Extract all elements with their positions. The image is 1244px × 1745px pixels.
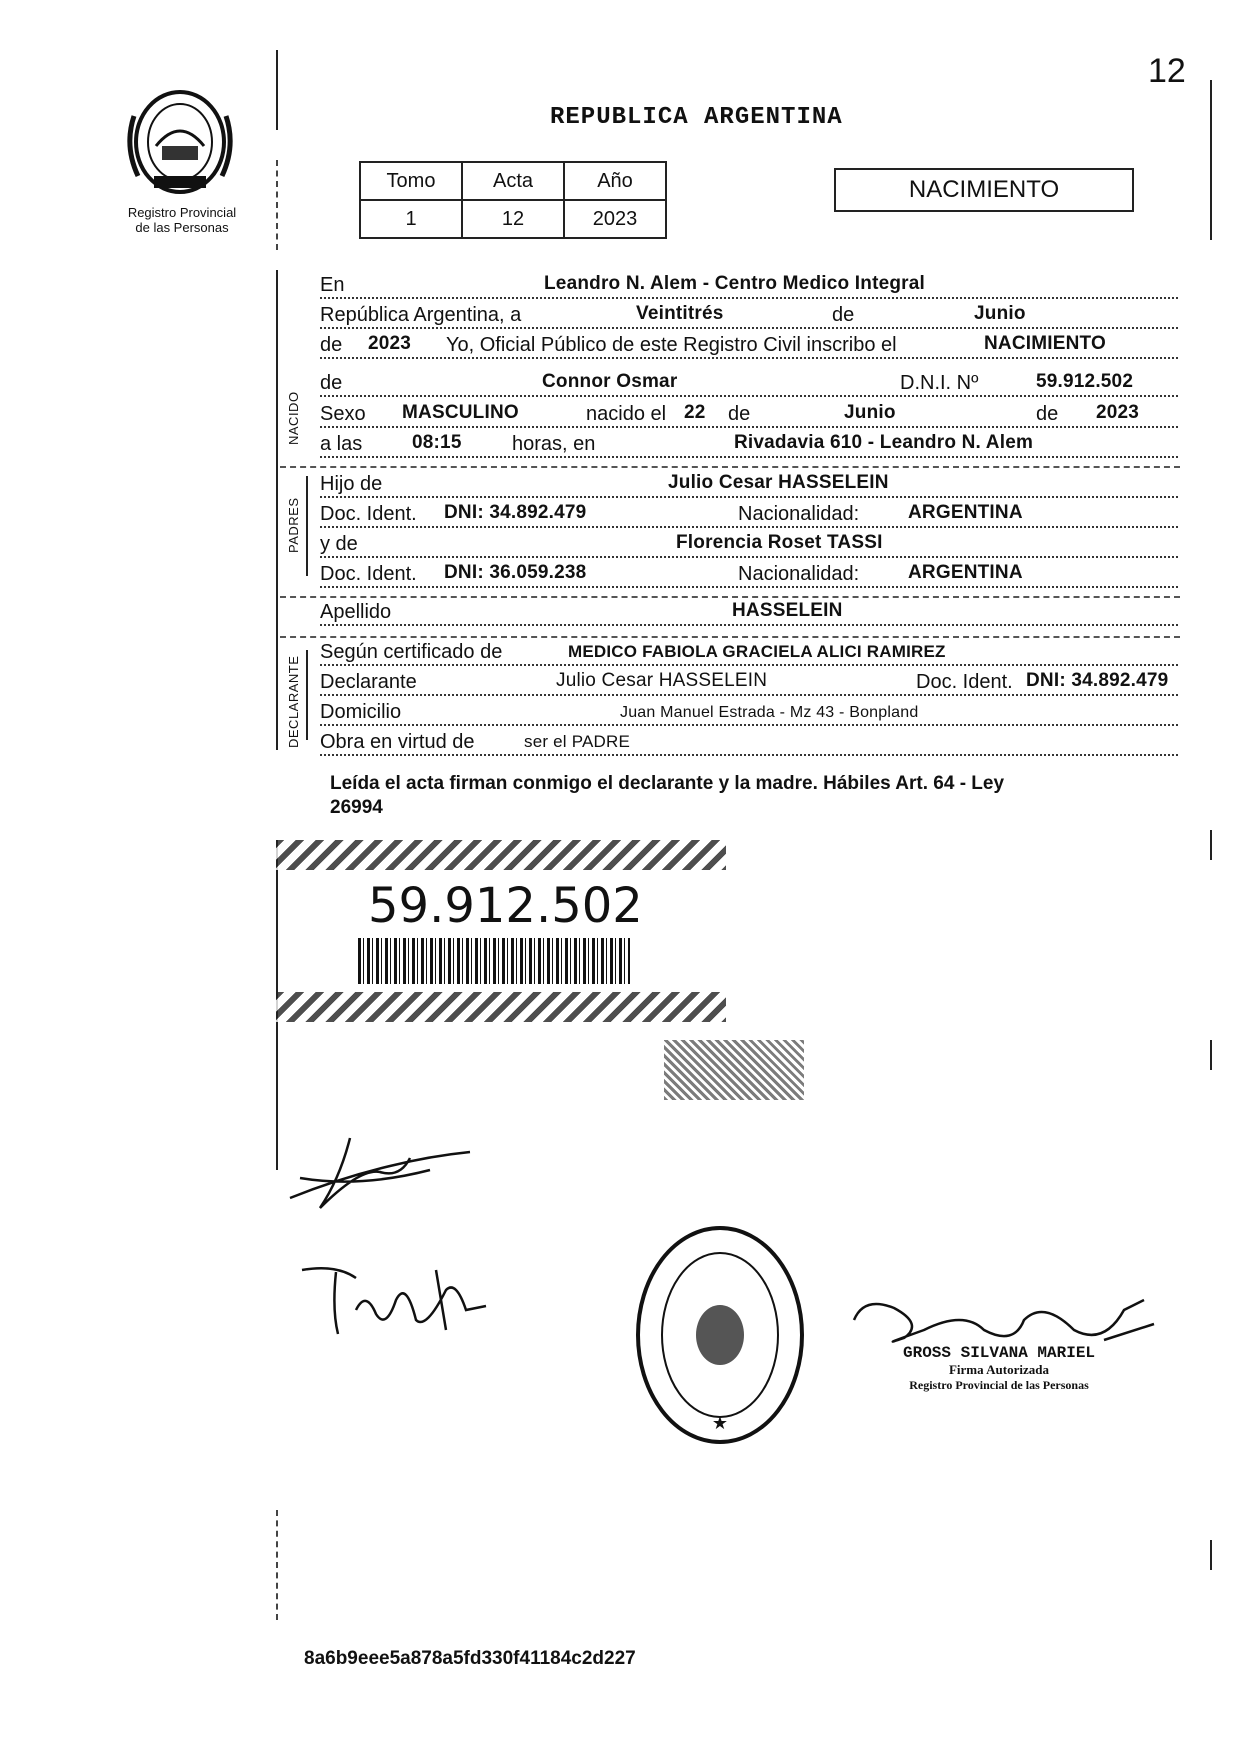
act-type-value: NACIMIENTO [984,333,1106,354]
certificate-value: MEDICO FABIOLA GRACIELA ALICI RAMIREZ [568,642,946,661]
header-tomo: Tomo [360,162,462,200]
official-block [874,1344,1124,1393]
margin-line [276,270,278,750]
row-obra: Obra en virtud de ser el PADRE [320,730,1178,760]
row-domicilio: Domicilio Juan Manuel Estrada - Mz 43 - Bonpland [320,700,1178,730]
margin-line [1210,1540,1212,1570]
row-padre-doc: Doc. Ident. DNI: 34.892.479 Nacionalidad: ARGENTINA [320,502,1178,532]
row-certificado: Según certificado de MEDICO FABIOLA GRACIELA ALICI RAMIREZ [320,640,1178,670]
side-label-padres: PADRES [286,497,301,553]
margin-line [1210,1040,1212,1070]
mother-value: Florencia Roset TASSI [676,532,883,553]
row-apellido: Apellido HASSELEIN [320,600,1178,630]
document-type-box: NACIMIENTO [834,168,1134,212]
row-hora: a las 08:15 horas, en Rivadavia 610 - Leandro N. Alem [320,432,1178,462]
row-madre: y de Florencia Roset TASSI [320,532,1178,562]
row-declarante: Declarante Julio Cesar HASSELEIN Doc. Ident. DNI: 34.892.479 [320,670,1178,700]
margin-line [1210,830,1212,860]
hologram [664,1040,804,1100]
value-tomo: 1 [360,200,462,238]
father-doc-value: DNI: 34.892.479 [444,502,587,523]
address-value: Juan Manuel Estrada - Mz 43 - Bonpland [620,704,919,721]
sex-value: MASCULINO [402,402,519,423]
mother-doc-value: DNI: 36.059.238 [444,562,587,583]
dni-value: 59.912.502 [1036,371,1134,392]
mother-signature [296,1250,496,1355]
official-registry: Registro Provincial de las Personas [909,1378,1089,1392]
security-pattern-bottom [276,992,726,1022]
father-value: Julio Cesar HASSELEIN [668,472,889,493]
registry-label: Registro Provincial de las Personas [127,205,237,235]
header-ano: Año [564,162,666,200]
security-pattern-top [276,840,726,870]
place-value: Leandro N. Alem - Centro Medico Integral [544,273,926,294]
side-label-declarante: DECLARANTE [286,655,301,748]
document-hash: 8a6b9eee5a878a5fd330f41184c2d227 [304,1648,636,1669]
declarant-signature [280,1118,480,1233]
margin-line [276,50,278,130]
official-name: GROSS SILVANA MARIEL [902,1344,1096,1362]
closing-text: Leída el acta firman conmigo el declarante y la madre. Hábiles Art. 64 - Ley 26994 [330,773,1005,818]
father-nationality-value: ARGENTINA [908,502,1023,523]
margin-line [276,160,278,250]
birth-year-value: 2023 [1096,402,1140,423]
stamp-number: 59.912.502 [368,878,643,934]
country-title: REPUBLICA ARGENTINA [550,104,843,131]
row-padre: Hijo de Julio Cesar HASSELEIN [320,472,1178,502]
margin-line [1210,80,1212,240]
section-bar [306,650,308,740]
value-ano: 2023 [564,200,666,238]
name-value: Connor Osmar [542,371,678,392]
row-sexo: Sexo MASCULINO nacido el 22 de Junio de 2023 [320,402,1178,432]
declarant-value: Julio Cesar HASSELEIN [556,670,768,691]
province-seal [120,86,240,196]
record-table [359,161,667,239]
section-bar [306,476,308,576]
page-number: 12 [1148,52,1186,90]
month-value: Junio [974,303,1026,324]
declarant-doc-value: DNI: 34.892.479 [1026,670,1169,691]
birth-time-value: 08:15 [412,432,462,453]
birth-place-value: Rivadavia 610 - Leandro N. Alem [734,432,1034,453]
value-acta: 12 [462,200,564,238]
barcode [358,938,630,984]
birth-month-value: Junio [844,402,896,423]
mother-nationality-value: ARGENTINA [908,562,1023,583]
header-acta: Acta [462,162,564,200]
side-label-nacido: NACIDO [286,391,301,445]
surname-value: HASSELEIN [732,600,843,621]
margin-line [276,1510,278,1620]
svg-text:★: ★ [711,1413,729,1433]
section-divider [280,466,1180,470]
reason-value: ser el PADRE [524,732,631,751]
year-value: 2023 [368,333,412,354]
day-words-value: Veintitrés [636,303,724,324]
official-role: Firma Autorizada [948,1362,1049,1377]
delegation-seal [634,1224,806,1446]
row-en: En Leandro N. Alem - Centro Medico Integral [320,273,1178,303]
birth-day-value: 22 [684,402,706,423]
row-nombre: de Connor Osmar D.N.I. Nº 59.912.502 [320,371,1178,401]
row-oficial: de 2023 Yo, Oficial Público de este Registro Civil inscribo el NACIMIENTO [320,333,1178,363]
row-madre-doc: Doc. Ident. DNI: 36.059.238 Nacionalidad: ARGENTINA [320,562,1178,592]
row-fecha: República Argentina, a Veintitrés de Junio [320,303,1178,333]
